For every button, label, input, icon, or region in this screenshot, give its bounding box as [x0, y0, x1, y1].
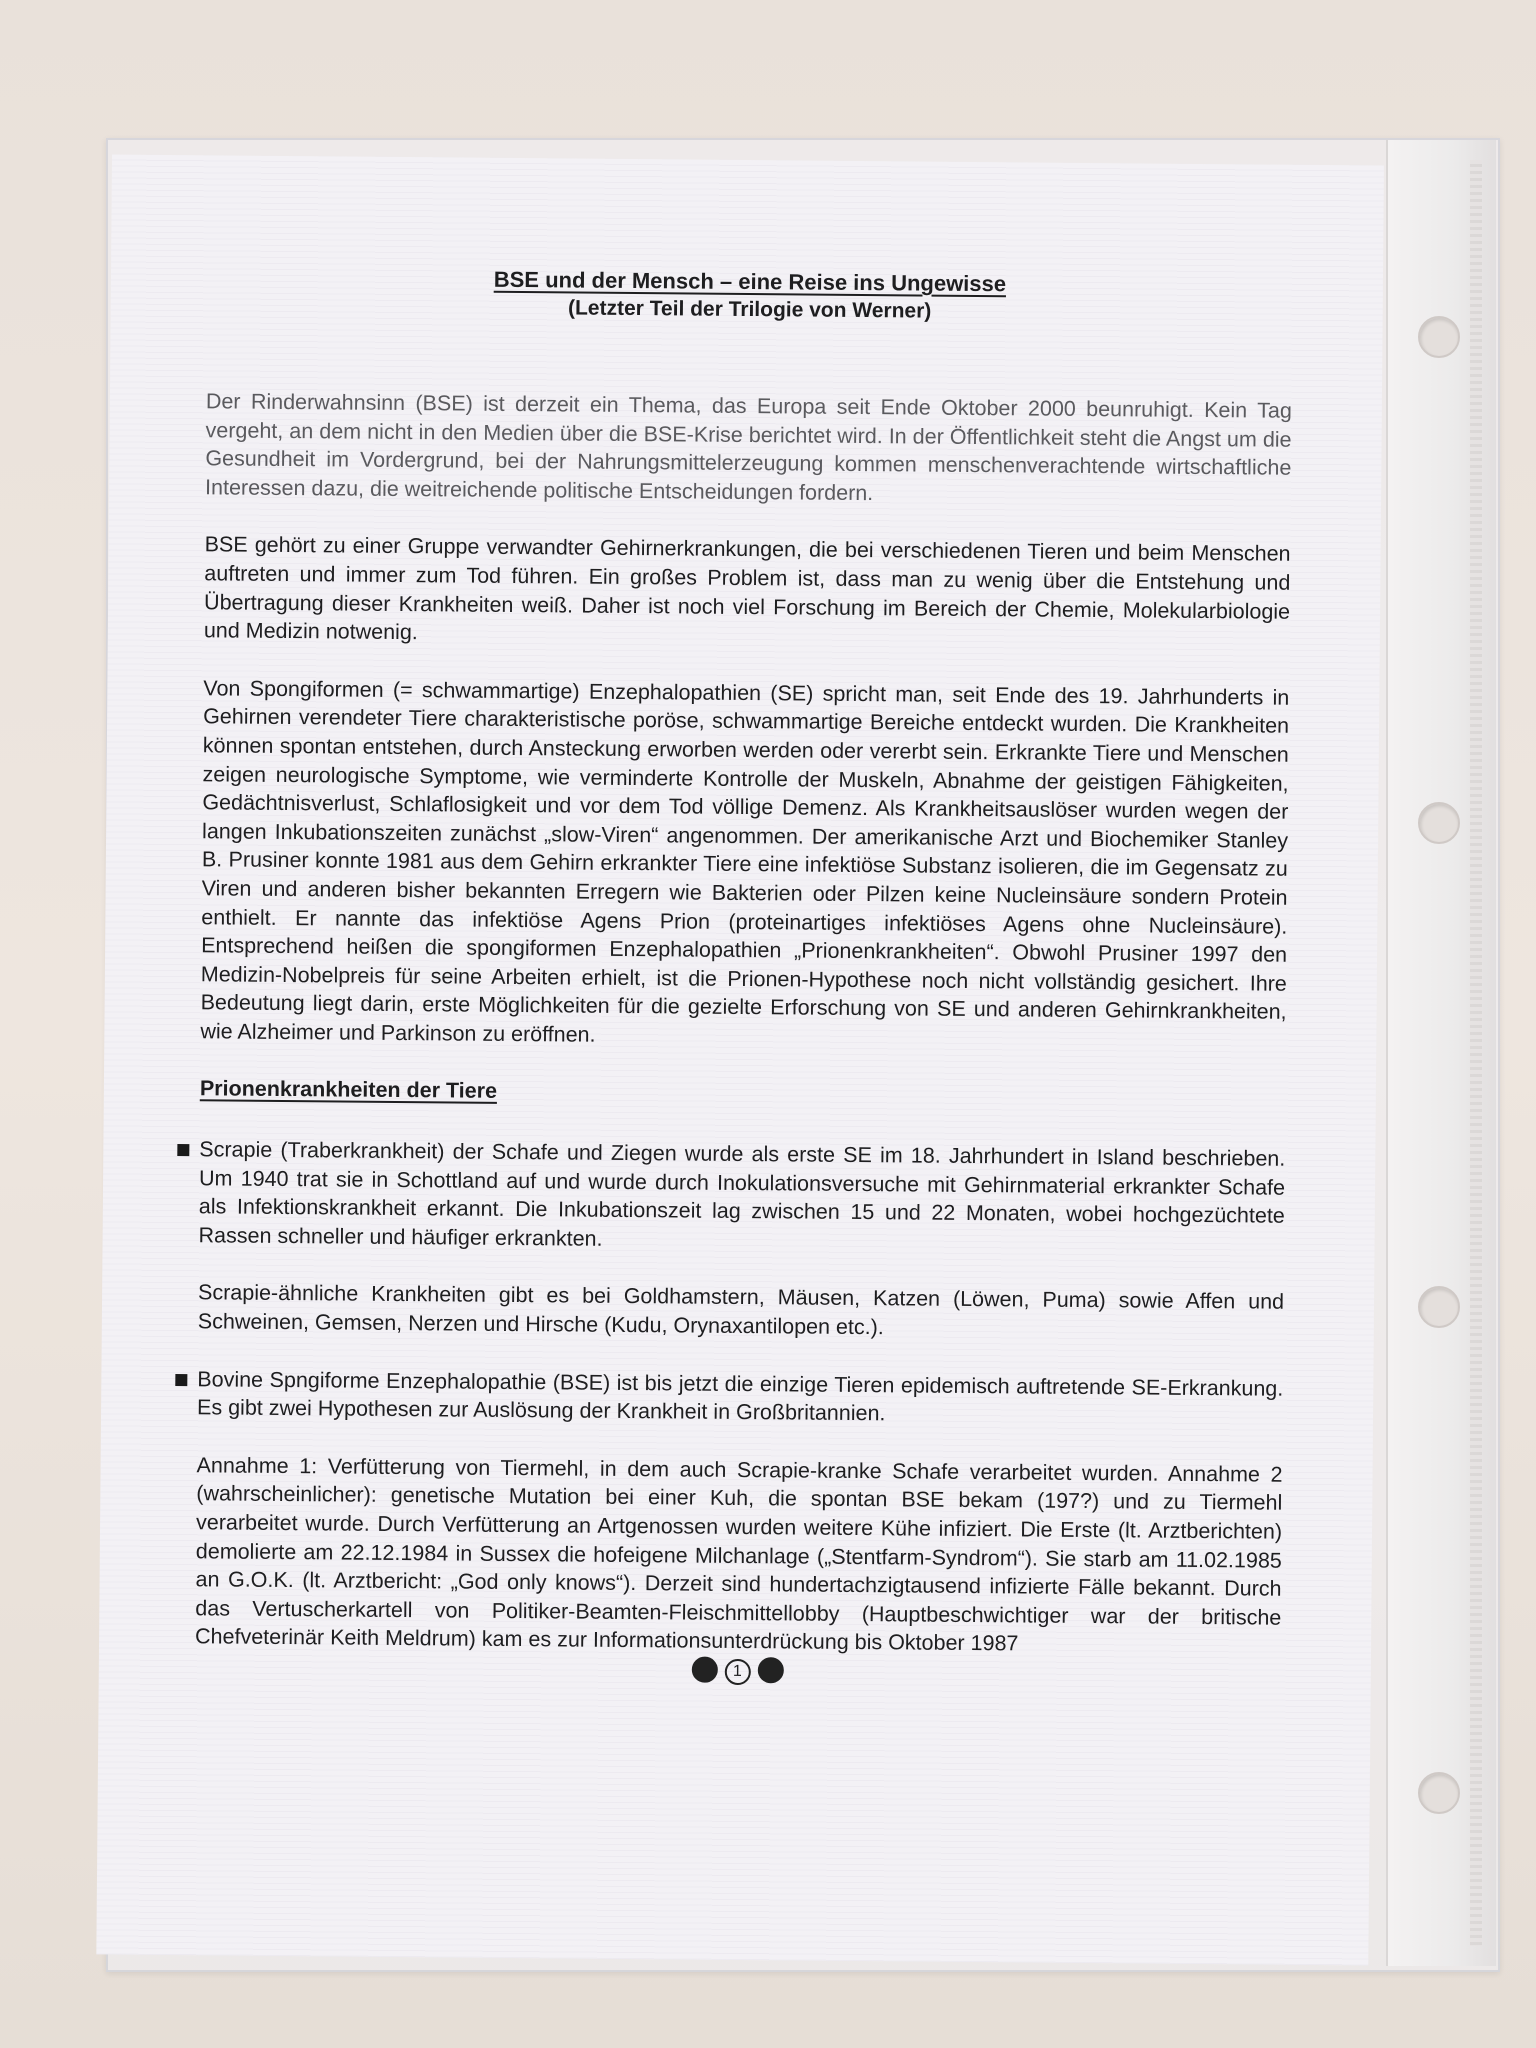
- punch-hole-icon: [1418, 1772, 1460, 1814]
- dash-right: [758, 1658, 784, 1684]
- bullet-bse-text: Bovine Spngiforme Enzephalopathie (BSE) ist bis jetzt die einzige Tieren epidemisch auftretende SE-Erkrankung. Es gibt zwei Hypothesen zur Auslösung der Krankheit in Großbritannien.: [196, 1366, 1284, 1426]
- punch-hole-icon: [1418, 1286, 1460, 1328]
- square-bullet-icon: [177, 1144, 189, 1156]
- bullet-scrapie-text: Scrapie (Traberkrankheit) der Schafe und Ziegen wurde als erste SE im 18. Jahrhundert in Island beschrieben. Um 1940 trat sie in Schottland auf und wurde durch Inokulationsversuche mit Gehirnmaterial erkrankter Schafe als Infektionskrankheit erkannt. Die Inkubationszeit lag zwischen 15 und 22 Monaten, wobei hochgezüchtete Rassen schneller und häufiger erkrankten.: [198, 1137, 1286, 1251]
- paragraph-spongiform: Von Spongiformen (= schwammartige) Enzephalopathien (SE) spricht man, seit Ende des 19. Jahrhunderts in Gehirnen verendeter Tiere charakteristische poröse, schwammartige Bereiche entdeckt wurden. Die Krankheiten können spontan entstehen, durch Ansteckung erworben werden oder vererbt sein. Erkrankte Tiere und Menschen zeigen neurologische Symptome, wie verminderte Kontrolle der Muskeln, Abnahme der geistigen Fähigkeiten, Gedächtnisverlust, Schlaflosigkeit und vor dem Tod völlige Demenz. Als Krankheitsauslöser wurden wegen der langen Inkubationszeiten zunächst „slow-Viren“ angenommen. Der amerikanische Arzt und Biochemiker Stanley B. Prusiner konnte 1981 aus dem Gehirn erkrankter Tiere eine infektiöse Substanz isolieren, die im Gegensatz zu Viren und anderen bisher bekannten Erregern wie Bakterien oder Pilzen keine Nucleinsäure sondern Protein enthielt. Er nannte das infektiöse Agens Prion (proteinartiges infektiöses Agens ohne Nucleinsäure). Entsprechend heißen die spongiformen Enzephalopathien „Prionenkrankheiten“. Obwohl Prusiner 1997 den Medizin-Nobelpreis für seine Arbeiten erhielt, ist die Prionen-Hypothese noch nicht vollständig gesichert. Ihre Bedeutung liegt darin, erste Möglichkeiten für die gezielte Erforschung von SE und anderen Gehirnkrankheiten, wie Alzheimer und Parkinson zu eröffnen.: [200, 676, 1290, 1047]
- punch-hole-icon: [1418, 802, 1460, 844]
- perforation: [1470, 160, 1482, 1946]
- paragraph-scrapie-similar: Scrapie-ähnliche Krankheiten gibt es bei Goldhamstern, Mäusen, Katzen (Löwen, Puma) sowie Affen und Schweinen, Gemsen, Nerzen und Hirsche (Kudu, Orynaxantilopen etc.).: [197, 1280, 1285, 1340]
- document-title: BSE und der Mensch – eine Reise ins Ungewisse: [493, 266, 1007, 297]
- punch-hole-icon: [1418, 316, 1460, 358]
- document-page: [96, 154, 1384, 1965]
- bullet-scrapie: [198, 1135, 1285, 1259]
- square-bullet-icon: [175, 1374, 187, 1386]
- paragraph-bse-group: BSE gehört zu einer Gruppe verwandter Gehirnerkrankungen, die bei verschiedenen Tieren und beim Menschen auftreten und immer zum Tod führen. Ein großes Problem ist, dass man zu wenig über die Entstehung und Übertragung dieser Krankheiten weiß. Daher ist noch viel Forschung im Bereich der Chemie, Molekularbiologie und Medizin notwenig.: [203, 532, 1291, 645]
- document-content: [195, 263, 1293, 1689]
- paragraph-intro: Der Rinderwahnsinn (BSE) ist derzeit ein Thema, das Europa seit Ende Oktober 2000 beunruhigt. Kein Tag vergeht, an dem nicht in den Medien über die BSE-Krise berichtet wird. In der Öffentlichkeit steht die Angst um die Gesundheit im Vordergrund, bei der Nahrungsmittelerzeugung kommen menschenverachtende wirtschaftliche Interessen dazu, die weitreichende politische Entscheidungen fordern.: [205, 389, 1292, 505]
- bullet-bse: [197, 1365, 1283, 1432]
- document-subtitle: (Letzter Teil der Trilogie von Werner): [567, 296, 932, 323]
- paragraph-hypotheses: Annahme 1: Verfütterung von Tiermehl, in dem auch Scrapie-kranke Schafe verarbeitet wurden. Annahme 2 (wahrscheinlicher): genetische Mutation bei einer Kuh, die spontan BSE bekam (197?) und zu Tiermehl verarbeitet wurde. Durch Verfütterung an Artgenossen wurden weitere Kühe infiziert. Die Erste (lt. Arztberichten) demolierte am 22.12.1984 in Sussex die hofeigene Milchanlage („Stentfarm-Syndrom“). Sie starb am 11.02.1985 an G.O.K. (lt. Arztbericht: „God only knows“). Derzeit sind hundertachzigtausend infizierte Fälle bekannt. Durch das Vertuscherkartell von Politiker-Beamten-Fleischmittellobby (Hauptbeschwichtiger war der britische Chefveterinär Keith Meldrum) kam es zur Informationsunterdrückung bis Oktober 1987: [194, 1453, 1283, 1656]
- page-number-circle: 1: [725, 1659, 751, 1685]
- dash-left: [692, 1657, 718, 1683]
- section-heading: Prionenkrankheiten der Tiere: [199, 1076, 498, 1104]
- sleeve-binding-strip: [1386, 140, 1496, 1966]
